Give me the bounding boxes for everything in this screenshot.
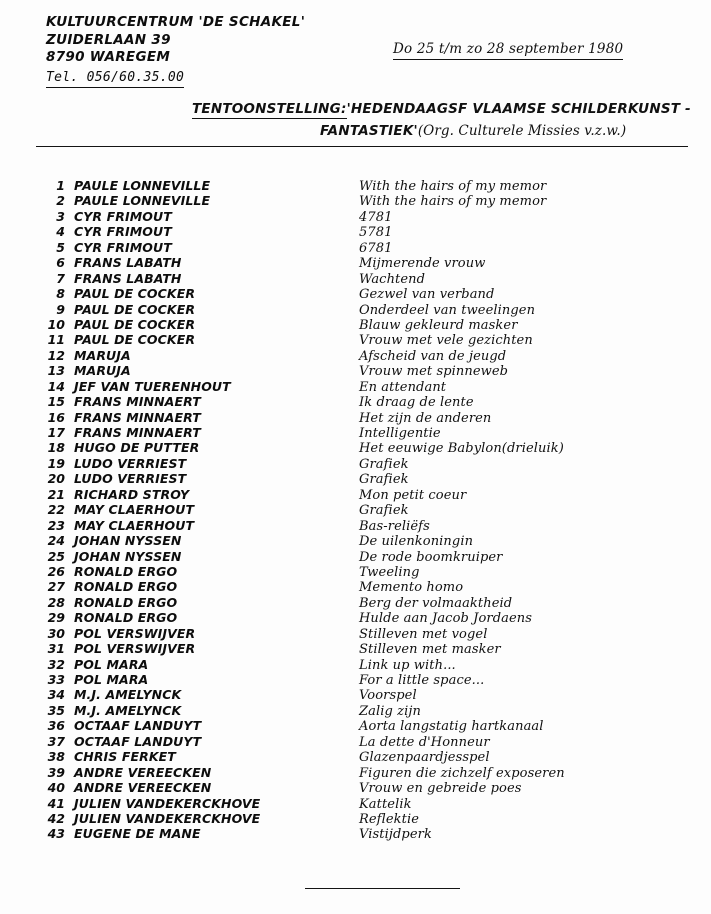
catalogue-entry — [44, 518, 684, 533]
entry-number: 1 — [56, 178, 65, 193]
entry-work-title: Hulde aan Jacob Jordaens — [359, 611, 533, 627]
venue-street: ZUIDERLAAN 39 — [46, 31, 171, 48]
exhibition-title-line1: 'HEDENDAAGSF VLAAMSE SCHILDERKUNST - — [346, 101, 691, 117]
entry-artist: PAULE LONNEVILLE — [74, 178, 211, 193]
entry-work-title: With the hairs of my memor — [359, 194, 547, 210]
catalogue-entry — [44, 394, 684, 409]
entry-number: 26 — [47, 563, 65, 579]
header-divider-rule — [36, 146, 688, 147]
entry-artist: JULIEN VANDEKERCKHOVE — [74, 795, 261, 811]
catalogue-entry — [44, 657, 684, 672]
exhibition-dates: Do 25 t/m zo 28 september 1980 — [393, 41, 623, 60]
catalogue-entry — [44, 379, 684, 394]
entry-work-title: Figuren die zichzelf exposeren — [359, 765, 565, 781]
entry-number: 18 — [47, 440, 65, 456]
entry-artist: PAUL DE COCKER — [74, 286, 196, 302]
entry-artist: FRANS MINNAERT — [74, 394, 201, 410]
entry-artist: MAY CLAERHOUT — [74, 517, 195, 533]
entry-artist: OCTAAF LANDUYT — [74, 733, 202, 749]
entry-number: 40 — [47, 780, 65, 796]
entry-number: 11 — [47, 332, 65, 348]
entry-artist: RONALD ERGO — [74, 610, 178, 626]
entry-work-title: 4781 — [359, 209, 393, 225]
catalogue-entry — [44, 641, 684, 656]
entry-number: 5 — [56, 239, 65, 255]
entry-artist: FRANS LABATH — [74, 255, 182, 271]
catalogue-entry — [44, 271, 684, 286]
entry-number: 13 — [47, 363, 65, 379]
entry-work-title: Grafiek — [359, 456, 409, 472]
entry-number: 27 — [47, 579, 65, 595]
catalogue-entry — [44, 811, 684, 826]
entry-artist: POL MARA — [74, 656, 149, 672]
entry-work-title: Stilleven met masker — [359, 642, 501, 658]
entry-artist: ANDRE VEREECKEN — [74, 780, 212, 796]
entry-work-title: Link up with... — [359, 657, 456, 673]
catalogue-entry — [44, 626, 684, 641]
entry-artist: ANDRE VEREECKEN — [74, 764, 212, 780]
entry-work-title: Onderdeel van tweelingen — [359, 302, 536, 318]
entry-number: 37 — [47, 733, 65, 749]
entry-artist: FRANS MINNAERT — [74, 425, 201, 440]
entry-work-title: Afscheid van de jeugd — [359, 348, 507, 364]
entry-number: 38 — [47, 749, 65, 765]
entry-work-title: En attendant — [359, 379, 447, 395]
entry-work-title: 5781 — [359, 225, 393, 241]
catalogue-entry — [44, 549, 684, 564]
catalogue-entry — [44, 672, 684, 687]
catalogue-entry — [44, 796, 684, 811]
catalogue-entry — [44, 749, 684, 764]
entry-artist: MARUJA — [74, 347, 131, 363]
footer-divider-rule — [305, 888, 460, 889]
catalogue-entry — [44, 487, 684, 502]
entry-number: 34 — [47, 687, 65, 703]
entry-artist: CHRIS FERKET — [74, 749, 176, 765]
entry-work-title: Blauw gekleurd masker — [359, 317, 518, 333]
entry-number: 30 — [47, 625, 65, 641]
entry-number: 21 — [47, 486, 65, 502]
entry-work-title: De uilenkoningin — [359, 534, 474, 550]
entry-work-title: Zalig zijn — [359, 703, 421, 719]
entry-number: 7 — [56, 270, 65, 286]
catalogue-entry — [44, 317, 684, 332]
entry-artist: M.J. AMELYNCK — [74, 687, 182, 703]
entry-number: 24 — [47, 533, 65, 549]
entry-work-title: Tweeling — [359, 564, 420, 580]
venue-name: KULTUURCENTRUM 'DE SCHAKEL' — [46, 14, 306, 30]
entry-number: 23 — [47, 517, 65, 533]
catalogue-entry — [44, 687, 684, 702]
catalogue-entry — [44, 564, 684, 579]
entry-number: 25 — [47, 548, 65, 564]
entry-number: 3 — [56, 208, 65, 224]
catalogue-entry — [44, 193, 684, 208]
venue-city: 8790 WAREGEM — [46, 49, 171, 65]
entry-number: 20 — [47, 471, 65, 487]
entry-artist: JOHAN NYSSEN — [74, 548, 182, 564]
entry-number: 6 — [56, 255, 65, 271]
entry-artist: POL MARA — [74, 672, 149, 687]
catalogue-entry — [44, 471, 684, 486]
entry-artist: OCTAAF LANDUYT — [74, 718, 202, 734]
catalogue-entry — [44, 703, 684, 718]
catalogue-entry — [44, 363, 684, 378]
catalogue-entry — [44, 595, 684, 610]
entry-artist: CYR FRIMOUT — [74, 224, 172, 240]
entry-work-title: With the hairs of my memor — [359, 179, 547, 194]
exhibition-title-block — [192, 100, 691, 141]
exhibition-title-line2: FANTASTIEK' — [320, 123, 418, 139]
entry-number: 43 — [47, 826, 65, 842]
entry-number: 39 — [47, 764, 65, 780]
catalogue-entry — [44, 718, 684, 733]
catalogue-entry — [44, 302, 684, 317]
entry-number: 12 — [47, 347, 65, 363]
catalogue-entry — [44, 255, 684, 270]
entry-work-title: Stilleven met vogel — [359, 626, 488, 642]
entry-work-title: Vrouw en gebreide poes — [359, 781, 522, 797]
entry-artist: LUDO VERRIEST — [74, 455, 187, 471]
entry-number: 17 — [47, 425, 65, 440]
entry-artist: PAUL DE COCKER — [74, 316, 196, 332]
entry-work-title: Mon petit coeur — [359, 487, 467, 503]
entry-work-title: Glazenpaardjesspel — [359, 750, 490, 766]
entry-artist: PAULE LONNEVILLE — [74, 193, 211, 209]
entry-work-title: Vistijdperk — [359, 827, 432, 843]
entry-number: 41 — [47, 795, 65, 811]
entry-number: 28 — [47, 594, 65, 610]
entry-work-title: Grafiek — [359, 472, 409, 488]
entry-artist: PAUL DE COCKER — [74, 301, 196, 317]
entry-artist: RICHARD STROY — [74, 486, 190, 502]
entry-work-title: Vrouw met spinneweb — [359, 364, 509, 380]
entry-work-title: Aorta langstatig hartkanaal — [359, 719, 544, 735]
entry-number: 2 — [56, 193, 65, 209]
entry-artist: JULIEN VANDEKERCKHOVE — [74, 810, 261, 826]
catalogue-entry — [44, 456, 684, 471]
catalogue-entry — [44, 826, 684, 841]
entry-number: 4 — [56, 224, 65, 240]
catalogue-entry — [44, 533, 684, 548]
entry-number: 16 — [47, 409, 65, 425]
entry-work-title: Memento homo — [359, 580, 464, 596]
entry-artist: FRANS LABATH — [74, 270, 182, 286]
entry-number: 36 — [47, 718, 65, 734]
entry-number: 32 — [47, 656, 65, 672]
entry-work-title: 6781 — [359, 240, 393, 256]
entry-number: 19 — [47, 455, 65, 471]
entry-work-title: Reflektie — [359, 811, 419, 827]
exhibition-organizer: (Org. Culturele Missies v.z.w.) — [417, 123, 627, 139]
entry-number: 33 — [47, 672, 65, 687]
catalogue-entry — [44, 780, 684, 795]
entry-artist: CYR FRIMOUT — [74, 208, 172, 224]
entry-work-title: Het zijn de anderen — [359, 410, 492, 426]
entry-number: 9 — [56, 301, 65, 317]
entry-artist: CYR FRIMOUT — [74, 239, 172, 255]
entry-number: 29 — [47, 610, 65, 626]
catalogue-entry — [44, 410, 684, 425]
entry-artist: RONALD ERGO — [74, 579, 178, 595]
entry-work-title: De rode boomkruiper — [359, 549, 503, 565]
catalogue-entry — [44, 240, 684, 255]
entry-artist: POL VERSWIJVER — [74, 625, 196, 641]
catalogue-entry — [44, 332, 684, 347]
venue-phone: Tel. 056/60.35.00 — [46, 69, 184, 89]
entry-artist: MARUJA — [74, 363, 131, 379]
entry-artist: MAY CLAERHOUT — [74, 502, 195, 518]
entry-work-title: Vrouw met vele gezichten — [359, 333, 533, 349]
entry-artist: EUGENE DE MANE — [74, 826, 201, 842]
entry-artist: JOHAN NYSSEN — [74, 533, 182, 549]
entry-artist: POL VERSWIJVER — [74, 641, 196, 657]
entry-number: 22 — [47, 502, 65, 518]
entry-artist: M.J. AMELYNCK — [74, 702, 182, 718]
entry-work-title: Het eeuwige Babylon(drieluik) — [359, 441, 564, 457]
entry-artist: LUDO VERRIEST — [74, 471, 187, 487]
entry-work-title: Wachtend — [359, 271, 426, 287]
entry-artist: FRANS MINNAERT — [74, 409, 201, 425]
catalogue-entry — [44, 348, 684, 363]
entry-number: 42 — [47, 810, 65, 826]
catalogue-entry — [44, 610, 684, 625]
entry-work-title: La dette d'Honneur — [359, 734, 490, 750]
catalogue-entry — [44, 440, 684, 455]
entry-work-title: Berg der volmaaktheid — [359, 595, 513, 611]
entry-artist: HUGO DE PUTTER — [74, 440, 200, 456]
catalogue-entry — [44, 178, 684, 193]
entry-number: 35 — [47, 702, 65, 718]
catalogue-entry — [44, 765, 684, 780]
entry-work-title: Ik draag de lente — [359, 395, 474, 411]
entry-work-title: Mijmerende vrouw — [359, 256, 486, 272]
entry-artist: PAUL DE COCKER — [74, 332, 196, 348]
entry-artist: RONALD ERGO — [74, 594, 178, 610]
entry-artist: RONALD ERGO — [74, 563, 178, 579]
entry-artist: JEF VAN TUERENHOUT — [74, 378, 231, 394]
catalogue-entry — [44, 734, 684, 749]
catalogue-entry — [44, 224, 684, 239]
venue-address-block — [46, 14, 305, 88]
entry-number: 31 — [47, 641, 65, 657]
catalogue-entry — [44, 209, 684, 224]
catalogue-entry — [44, 579, 684, 594]
entry-work-title: Grafiek — [359, 503, 409, 519]
entry-work-title: Gezwel van verband — [359, 287, 495, 303]
catalogue-entry — [44, 502, 684, 517]
catalogue-entry — [44, 286, 684, 301]
exhibition-kicker: TENTOONSTELLING: — [192, 101, 347, 117]
catalogue-list — [44, 178, 684, 842]
entry-work-title: Bas-reliëfs — [359, 518, 430, 534]
catalogue-entry — [44, 425, 684, 440]
entry-work-title: Voorspel — [359, 688, 417, 704]
entry-number: 8 — [56, 286, 65, 302]
entry-work-title: For a little space... — [359, 673, 485, 688]
entry-number: 15 — [47, 394, 65, 410]
entry-number: 14 — [47, 378, 65, 394]
entry-work-title: Intelligentie — [359, 426, 441, 441]
exhibition-dates-block — [393, 38, 623, 60]
entry-number: 10 — [47, 316, 65, 332]
entry-work-title: Kattelik — [359, 796, 412, 812]
